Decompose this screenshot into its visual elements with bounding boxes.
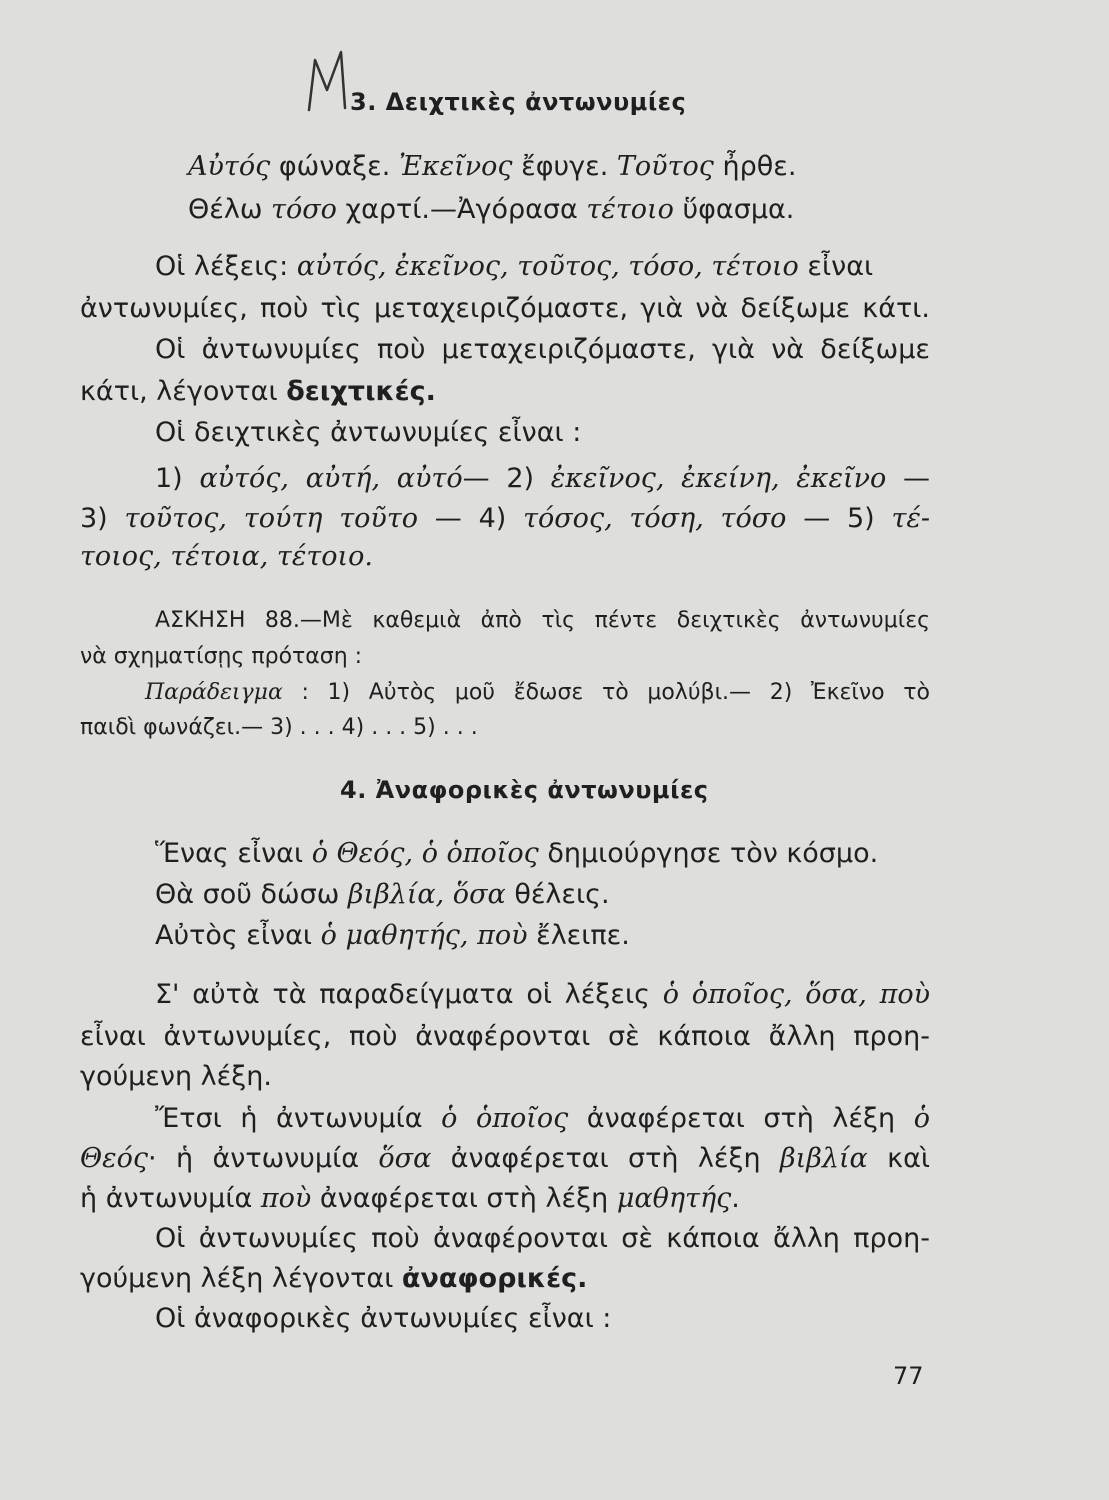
section4-heading: 4. Ἀναφορικὲς ἀντωνυμίες <box>340 776 709 804</box>
section4-example-line3: Αὐτὸς εἶναι ὁ μαθητής, ποὺ ἔλειπε. <box>155 920 630 951</box>
exercise-88-example-line1: Παράδειγμα : 1) Αὐτὸς μοῦ ἔδωσε τὸ μολύβι.— 2) Ἐκεῖνο τὸ <box>145 680 930 705</box>
exercise-88-line2: νὰ σχηματίσῃς πρόταση : <box>80 644 363 669</box>
section3-example-line1: Αὐτός φώναξε. Ἐκεῖνος ἔφυγε. Τοῦτος ἦρθε. <box>188 151 797 182</box>
demonstratives-list-line2: 3) τοῦτος, τούτη τοῦτο — 4) τόσος, τόση, τόσο — 5) τέ- <box>80 503 931 534</box>
section3-paragraph1-line2: ἀντωνυμίες, ποὺ τὶς μεταχειριζόμαστε, γιὰ νὰ δείξωμε κάτι. <box>80 293 930 324</box>
page-number: 77 <box>893 1362 924 1390</box>
section4-paragraph1-line3: γούμενη λέξη. <box>80 1061 272 1092</box>
section4-paragraph3-line1: Οἱ ἀντωνυμίες ποὺ ἀναφέρονται σὲ κάποια ἄλλη προη- <box>155 1223 930 1254</box>
section4-paragraph2-line2: Θεός· ἡ ἀντωνυμία ὅσα ἀναφέρεται στὴ λέξη βιβλία καὶ <box>80 1143 930 1174</box>
section4-paragraph4-line1: Οἱ ἀναφορικὲς ἀντωνυμίες εἶναι : <box>155 1303 612 1334</box>
section4-paragraph1-line1: Σ' αὐτὰ τὰ παραδείγματα οἱ λέξεις ὁ ὁποῖος, ὅσα, ποὺ <box>155 979 930 1010</box>
section3-heading: 3. Δειχτικὲς ἀντωνυμίες <box>350 88 687 116</box>
demonstratives-list-line1: 1) αὐτός, αὐτή, αὐτό— 2) ἐκεῖνος, ἐκείνη, ἐκεῖνο — <box>155 463 930 494</box>
handwritten-mark <box>305 46 355 116</box>
section4-paragraph2-line1: Ἔτσι ἡ ἀντωνυμία ὁ ὁποῖος ἀναφέρεται στὴ λέξη ὁ <box>155 1103 931 1134</box>
section4-paragraph3-line2: γούμενη λέξη λέγονται ἀναφορικές. <box>80 1263 588 1294</box>
section4-example-line2: Θὰ σοῦ δώσω βιβλία, ὅσα θέλεις. <box>155 879 610 910</box>
exercise-88-line1: ΑΣΚΗΣΗ 88.—Μὲ καθεμιὰ ἀπὸ τὶς πέντε δειχτικὲς ἀντωνυμίες <box>155 608 930 633</box>
section4-paragraph2-line3: ἡ ἀντωνυμία ποὺ ἀναφέρεται στὴ λέξη μαθητής. <box>80 1183 740 1214</box>
section3-paragraph2-line1: Οἱ ἀντωνυμίες ποὺ μεταχειριζόμαστε, γιὰ νὰ δείξωμε <box>155 334 930 365</box>
section3-paragraph2-line2: κάτι, λέγονται δειχτικές. <box>80 376 436 407</box>
exercise-88-example-line2: παιδὶ φωνάζει.— 3) . . . 4) . . . 5) . . . <box>80 715 478 740</box>
section4-example-line1: Ἕνας εἶναι ὁ Θεός, ὁ ὁποῖος δημιούργησε τὸν κόσμο. <box>155 838 879 869</box>
demonstratives-list-line3: τοιος, τέτοια, τέτοιο. <box>80 541 373 572</box>
section3-example-line2: Θέλω τόσο χαρτί.—Ἀγόρασα τέτοιο ὕφασμα. <box>188 194 795 225</box>
section3-paragraph1-line1: Οἱ λέξεις: αὐτός, ἐκεῖνος, τοῦτος, τόσο, τέτοιο εἶναι <box>155 251 874 282</box>
section3-paragraph3-line1: Οἱ δειχτικὲς ἀντωνυμίες εἶναι : <box>155 417 582 448</box>
section4-paragraph1-line2: εἶναι ἀντωνυμίες, ποὺ ἀναφέρονται σὲ κάποια ἄλλη προη- <box>80 1021 930 1052</box>
